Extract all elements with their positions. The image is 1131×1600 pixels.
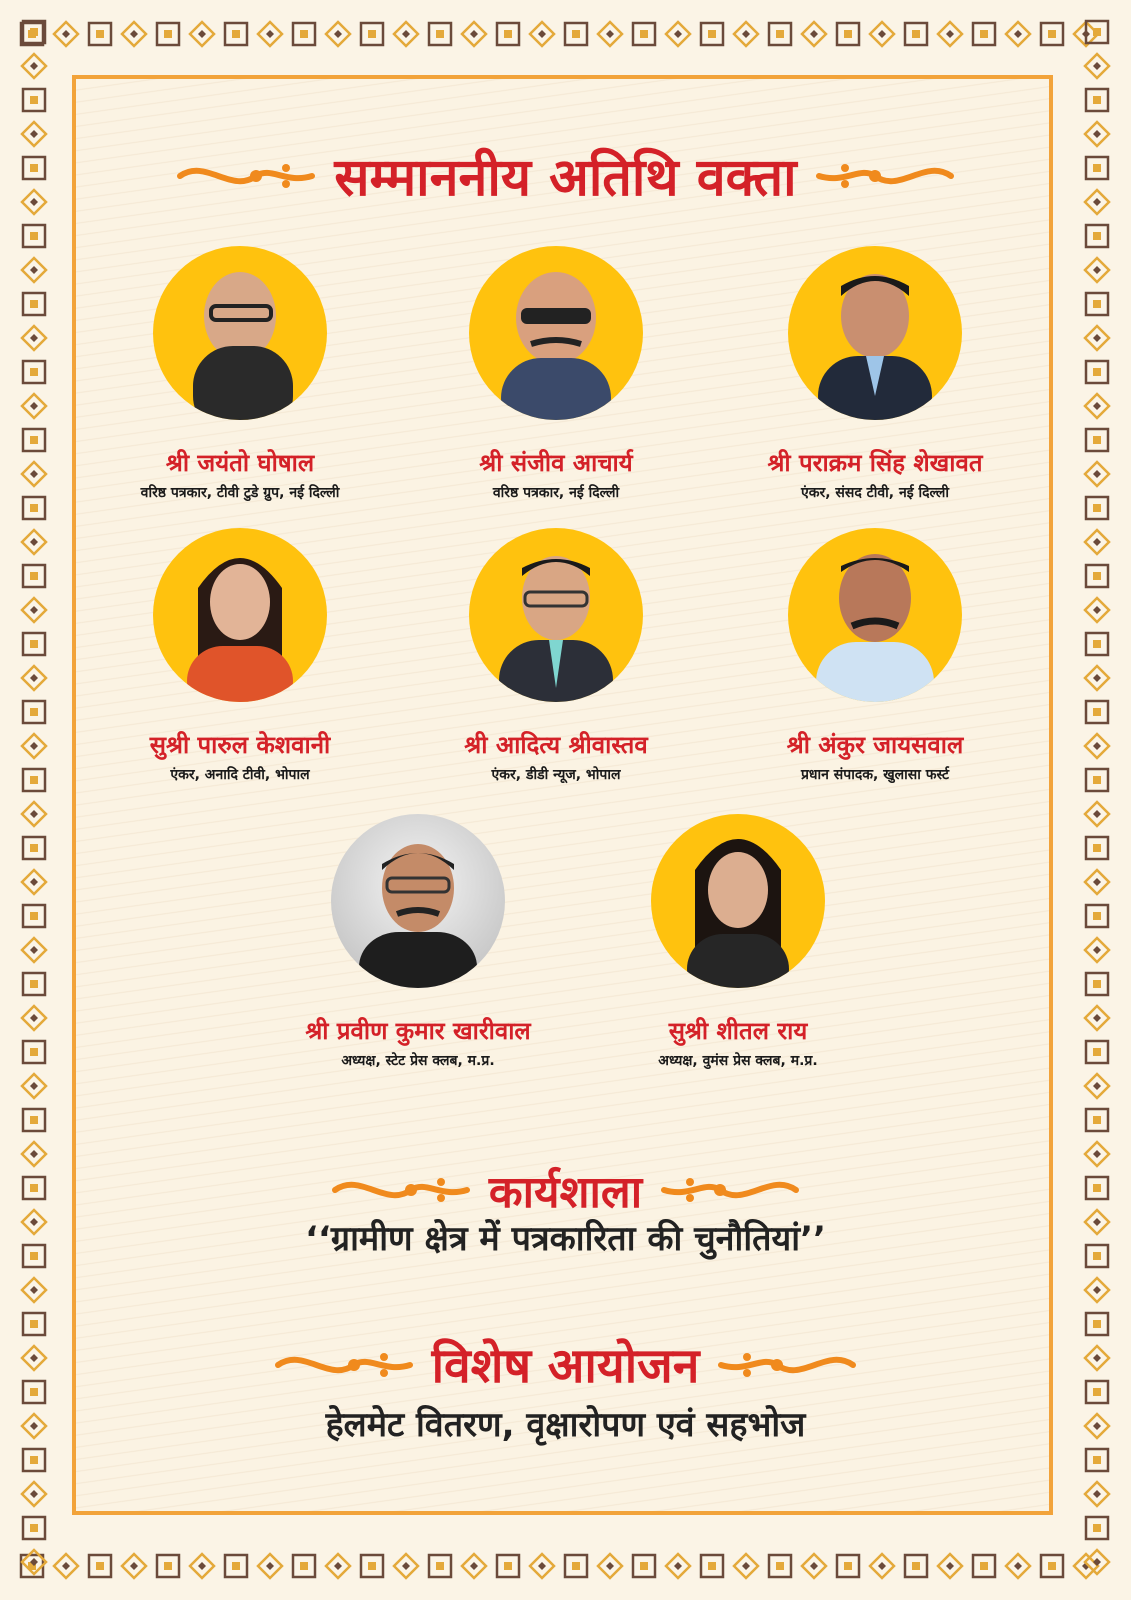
speaker-card <box>396 246 716 502</box>
left-swirl-ornament-icon <box>274 1343 414 1387</box>
diamond-motif-icon <box>22 1278 46 1302</box>
diamond-motif-icon <box>1085 1074 1109 1098</box>
square-motif-icon <box>1086 293 1108 315</box>
diamond-motif-icon <box>1085 1278 1109 1302</box>
diamond-motif-icon <box>22 54 46 78</box>
square-motif-icon <box>1086 1517 1108 1539</box>
diamond-motif-icon <box>734 1554 758 1578</box>
speaker-card <box>80 528 400 784</box>
diamond-motif-icon <box>22 530 46 554</box>
speaker-role: प्रधान संपादक, खुलासा फर्स्ट <box>800 767 950 783</box>
speaker-name: श्री प्रवीण कुमार खारीवाल <box>305 1017 531 1045</box>
square-motif-icon <box>769 1555 791 1577</box>
square-motif-icon <box>497 1555 519 1577</box>
speaker-photo <box>651 814 825 988</box>
square-motif-icon <box>1086 497 1108 519</box>
special-event-detail: हेलमेट वितरण, वृक्षारोपण एवं सहभोज <box>325 1405 806 1445</box>
square-motif-icon <box>1086 701 1108 723</box>
square-motif-icon <box>361 1555 383 1577</box>
speaker-name: श्री अंकुर जायसवाल <box>786 731 964 759</box>
square-motif-icon <box>225 1555 247 1577</box>
square-motif-icon <box>701 1555 723 1577</box>
decorative-border-bottom <box>0 1530 1131 1600</box>
speaker-role: एंकर, अनादि टीवी, भोपाल <box>170 767 310 783</box>
speaker-role: एंकर, संसद टीवी, नई दिल्ली <box>801 485 949 501</box>
diamond-motif-icon <box>802 1554 826 1578</box>
square-motif-icon <box>225 23 247 45</box>
diamond-motif-icon <box>1085 734 1109 758</box>
square-motif-icon <box>429 1555 451 1577</box>
diamond-motif-icon <box>122 22 146 46</box>
square-motif-icon <box>89 1555 111 1577</box>
square-motif-icon <box>1086 905 1108 927</box>
speaker-role: अध्यक्ष, वुमंस प्रेस क्लब, म.प्र. <box>658 1053 818 1069</box>
diamond-motif-icon <box>394 22 418 46</box>
diamond-motif-icon <box>1085 870 1109 894</box>
speaker-name: सुश्री शीतल राय <box>668 1017 808 1045</box>
diamond-motif-icon <box>530 22 554 46</box>
square-motif-icon <box>293 1555 315 1577</box>
workshop-topic: ‘‘ग्रामीण क्षेत्र में पत्रकारिता की चुनौतियां’’ <box>305 1219 826 1259</box>
diamond-motif-icon <box>734 22 758 46</box>
square-motif-icon <box>23 1517 45 1539</box>
speaker-role: वरिष्ठ पत्रकार, टीवी टुडे ग्रुप, नई दिल्ली <box>140 485 340 501</box>
square-motif-icon <box>1086 1041 1108 1063</box>
speaker-card <box>578 814 898 1070</box>
diamond-motif-icon <box>1085 326 1109 350</box>
speaker-photo <box>153 246 327 420</box>
square-motif-icon <box>837 23 859 45</box>
square-motif-icon <box>23 1449 45 1471</box>
square-motif-icon <box>23 565 45 587</box>
right-swirl-ornament-icon <box>660 1168 800 1212</box>
diamond-motif-icon <box>326 22 350 46</box>
diamond-motif-icon <box>1006 22 1030 46</box>
square-motif-icon <box>633 1555 655 1577</box>
speaker-photo <box>788 246 962 420</box>
diamond-motif-icon <box>22 326 46 350</box>
guests-heading-row <box>0 140 1131 211</box>
diamond-motif-icon <box>938 22 962 46</box>
diamond-motif-icon <box>190 22 214 46</box>
diamond-motif-icon <box>122 1554 146 1578</box>
square-motif-icon <box>23 1109 45 1131</box>
square-motif-icon <box>1086 361 1108 383</box>
guests-heading: सम्माननीय अतिथि वक्ता <box>334 148 797 208</box>
diamond-motif-icon <box>1085 666 1109 690</box>
square-motif-icon <box>1086 21 1108 43</box>
workshop-heading-row <box>0 1160 1131 1220</box>
diamond-motif-icon <box>598 1554 622 1578</box>
square-motif-icon <box>701 23 723 45</box>
square-motif-icon <box>973 23 995 45</box>
diamond-motif-icon <box>462 1554 486 1578</box>
diamond-motif-icon <box>1085 530 1109 554</box>
square-motif-icon <box>361 23 383 45</box>
diamond-motif-icon <box>22 598 46 622</box>
right-swirl-ornament-icon <box>717 1343 857 1387</box>
square-motif-icon <box>23 769 45 791</box>
speaker-name: श्री पराक्रम सिंह शेखावत <box>767 449 983 477</box>
diamond-motif-icon <box>870 22 894 46</box>
special-event-heading: विशेष आयोजन <box>431 1338 700 1394</box>
square-motif-icon <box>1086 429 1108 451</box>
square-motif-icon <box>1086 1449 1108 1471</box>
diamond-motif-icon <box>1085 938 1109 962</box>
speaker-role: एंकर, डीडी न्यूज, भोपाल <box>491 767 621 783</box>
speaker-photo <box>788 528 962 702</box>
diamond-motif-icon <box>1085 1550 1109 1574</box>
square-motif-icon <box>23 225 45 247</box>
diamond-motif-icon <box>22 734 46 758</box>
square-motif-icon <box>1086 769 1108 791</box>
square-motif-icon <box>905 23 927 45</box>
workshop-heading: कार्यशाला <box>488 1167 643 1218</box>
decorative-border-top <box>0 0 1131 70</box>
square-motif-icon <box>1086 565 1108 587</box>
square-motif-icon <box>429 23 451 45</box>
square-motif-icon <box>1086 225 1108 247</box>
diamond-motif-icon <box>22 938 46 962</box>
diamond-motif-icon <box>22 258 46 282</box>
left-swirl-ornament-icon <box>176 154 316 198</box>
speaker-role: अध्यक्ष, स्टेट प्रेस क्लब, म.प्र. <box>341 1053 495 1069</box>
diamond-motif-icon <box>530 1554 554 1578</box>
square-motif-icon <box>565 23 587 45</box>
speaker-card <box>396 528 716 784</box>
square-motif-icon <box>973 1555 995 1577</box>
diamond-motif-icon <box>1085 598 1109 622</box>
square-motif-icon <box>89 23 111 45</box>
diamond-motif-icon <box>326 1554 350 1578</box>
diamond-motif-icon <box>22 1482 46 1506</box>
diamond-motif-icon <box>22 802 46 826</box>
diamond-motif-icon <box>22 462 46 486</box>
speaker-name: श्री जयंतो घोषाल <box>165 449 315 477</box>
right-swirl-ornament-icon <box>815 154 955 198</box>
square-motif-icon <box>23 89 45 111</box>
diamond-motif-icon <box>666 22 690 46</box>
diamond-motif-icon <box>462 22 486 46</box>
diamond-motif-icon <box>394 1554 418 1578</box>
square-motif-icon <box>23 973 45 995</box>
square-motif-icon <box>23 293 45 315</box>
speaker-card <box>80 246 400 502</box>
diamond-motif-icon <box>22 1550 46 1574</box>
square-motif-icon <box>1086 973 1108 995</box>
speaker-card <box>715 528 1035 784</box>
diamond-motif-icon <box>258 1554 282 1578</box>
square-motif-icon <box>23 905 45 927</box>
diamond-motif-icon <box>22 666 46 690</box>
square-motif-icon <box>23 497 45 519</box>
diamond-motif-icon <box>666 1554 690 1578</box>
diamond-motif-icon <box>1085 462 1109 486</box>
speaker-name: श्री संजीव आचार्य <box>479 449 633 477</box>
diamond-motif-icon <box>1085 394 1109 418</box>
speaker-photo <box>469 246 643 420</box>
diamond-motif-icon <box>258 22 282 46</box>
square-motif-icon <box>23 361 45 383</box>
diamond-motif-icon <box>938 1554 962 1578</box>
speaker-name: सुश्री पारुल केशवानी <box>149 731 331 759</box>
diamond-motif-icon <box>190 1554 214 1578</box>
speaker-photo <box>153 528 327 702</box>
square-motif-icon <box>633 23 655 45</box>
diamond-motif-icon <box>870 1554 894 1578</box>
square-motif-icon <box>837 1555 859 1577</box>
diamond-motif-icon <box>598 22 622 46</box>
square-motif-icon <box>157 23 179 45</box>
speaker-name: श्री आदित्य श्रीवास्तव <box>464 731 648 759</box>
diamond-motif-icon <box>22 1074 46 1098</box>
square-motif-icon <box>1086 633 1108 655</box>
speaker-card <box>258 814 578 1070</box>
square-motif-icon <box>23 1041 45 1063</box>
diamond-motif-icon <box>1085 1482 1109 1506</box>
diamond-motif-icon <box>1085 1006 1109 1030</box>
diamond-motif-icon <box>1085 258 1109 282</box>
left-swirl-ornament-icon <box>331 1168 471 1212</box>
diamond-motif-icon <box>1006 1554 1030 1578</box>
diamond-motif-icon <box>22 870 46 894</box>
speaker-card <box>715 246 1035 502</box>
square-motif-icon <box>769 23 791 45</box>
square-motif-icon <box>157 1555 179 1577</box>
square-motif-icon <box>497 23 519 45</box>
square-motif-icon <box>293 23 315 45</box>
special-event-heading-row <box>0 1332 1131 1397</box>
square-motif-icon <box>1086 89 1108 111</box>
square-motif-icon <box>1086 1109 1108 1131</box>
diamond-motif-icon <box>802 22 826 46</box>
diamond-motif-icon <box>22 1006 46 1030</box>
square-motif-icon <box>23 429 45 451</box>
square-motif-icon <box>23 633 45 655</box>
diamond-motif-icon <box>1085 802 1109 826</box>
square-motif-icon <box>905 1555 927 1577</box>
diamond-motif-icon <box>1085 54 1109 78</box>
speaker-photo <box>331 814 505 988</box>
square-motif-icon <box>23 837 45 859</box>
square-motif-icon <box>23 701 45 723</box>
speaker-photo <box>469 528 643 702</box>
square-motif-icon <box>23 21 45 43</box>
square-motif-icon <box>565 1555 587 1577</box>
square-motif-icon <box>1086 837 1108 859</box>
speaker-role: वरिष्ठ पत्रकार, नई दिल्ली <box>492 485 620 501</box>
diamond-motif-icon <box>22 394 46 418</box>
